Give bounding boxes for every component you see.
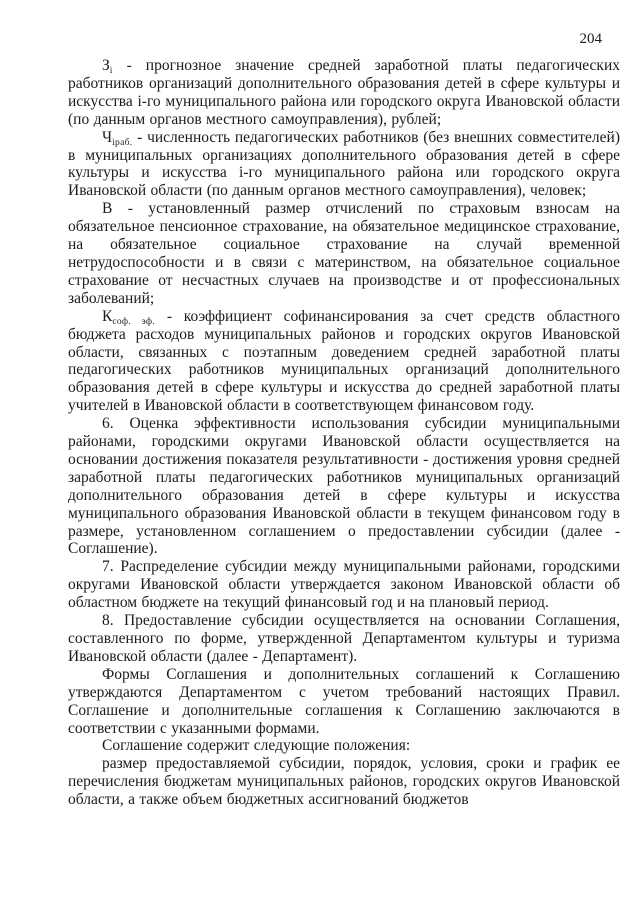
document-body [68, 57, 620, 809]
paragraph-text: - прогнозное значение средней заработной платы педагогических работников организаций дополнительного образования детей в сфере культуры и искусства i-го муниципального района или городского округа Ивановской области (по данным органов местного самоуправления), рублей; [68, 57, 620, 128]
term-subscript: i [109, 66, 113, 76]
paragraph-text: 6. Оценка эффективности использования субсидии муниципальными районами, городскими округами Ивановской области осуществляется на основании достижения показателя результативности - достижения уровня средней заработной платы педагогических работников муниципальных организаций дополнительного образования детей в сфере культуры и искусства муниципального образования Ивановской области в текущем финансовом году в размере, установленном соглашением о предоставлении субсидии (далее - Соглашение). [68, 415, 620, 558]
paragraph-clause-8 [68, 612, 620, 666]
page-number: 204 [579, 31, 602, 47]
paragraph-text: - коэффициент софинансирования за счет средств областного бюджета расходов муниципальных районов и городских округов Ивановской области, связанных с поэтапным доведением средней заработной платы педагогических работников муниципальных организаций дополнительного образования детей в сфере культуры и искусства до средней заработной платы учителей в Ивановской области в соответствующем финансовом году. [68, 307, 621, 415]
paragraph-term-zi [68, 57, 620, 129]
paragraph-term-chirab [68, 129, 620, 201]
paragraph-text: размер предоставляемой субсидии, порядок, условия, сроки и график ее перечисления бюджетам муниципальных районов, городских округов Ивановской области, а также объем бюджетных ассигнований бюджетов [68, 755, 620, 809]
term-subscript: iраб. [112, 137, 133, 148]
term-subscript: соф. эф. [112, 316, 156, 327]
paragraph-text: 8. Предоставление субсидии осуществляется на основании Соглашения, составленного по форме, утвержденной Департаментом культуры и туризма Ивановской области (далее - Департамент). [68, 612, 620, 665]
paragraph-clause-6 [68, 415, 620, 558]
paragraph-agreement-contains [68, 737, 620, 755]
paragraph-text: Формы Соглашения и дополнительных соглашений к Соглашению утверждаются Департаментом с учетом требований настоящих Правил. Соглашение и дополнительные соглашения к Соглашению заключаются в соответствии с указанными формами. [68, 665, 620, 737]
paragraph-clause-7 [68, 558, 620, 612]
paragraph-term-v [68, 200, 620, 307]
paragraph-agreement-forms [68, 666, 620, 738]
term-base: К [102, 307, 113, 325]
paragraph-text: - численность педагогических работников (без внешних совместителей) в муниципальных организациях дополнительного образования детей в сфере культуры и искусства i-го муниципального района или городского округа Ивановской области (по данным органов местного самоуправления), человек; [68, 128, 620, 200]
term-base: З [102, 57, 110, 74]
paragraph-text: Соглашение содержит следующие положения: [102, 737, 411, 755]
paragraph-subsidy-size [68, 755, 620, 809]
paragraph-text: 7. Распределение субсидии между муниципальными районами, городскими округами Ивановской области утверждается законом Ивановской области об областном бюджете на текущий финансовый год и на плановый период. [68, 558, 620, 612]
term-base: Ч [102, 128, 113, 146]
paragraph-term-ksof [68, 308, 620, 415]
paragraph-text: В - установленный размер отчислений по страховым взносам на обязательное пенсионное страхование, на обязательное медицинское страхование, на обязательное социальное страхование на случай временной нетрудоспособности и в связи с материнством, на обязательное социальное страхование от несчастных случаев на производстве и от профессиональных заболеваний; [68, 200, 620, 307]
